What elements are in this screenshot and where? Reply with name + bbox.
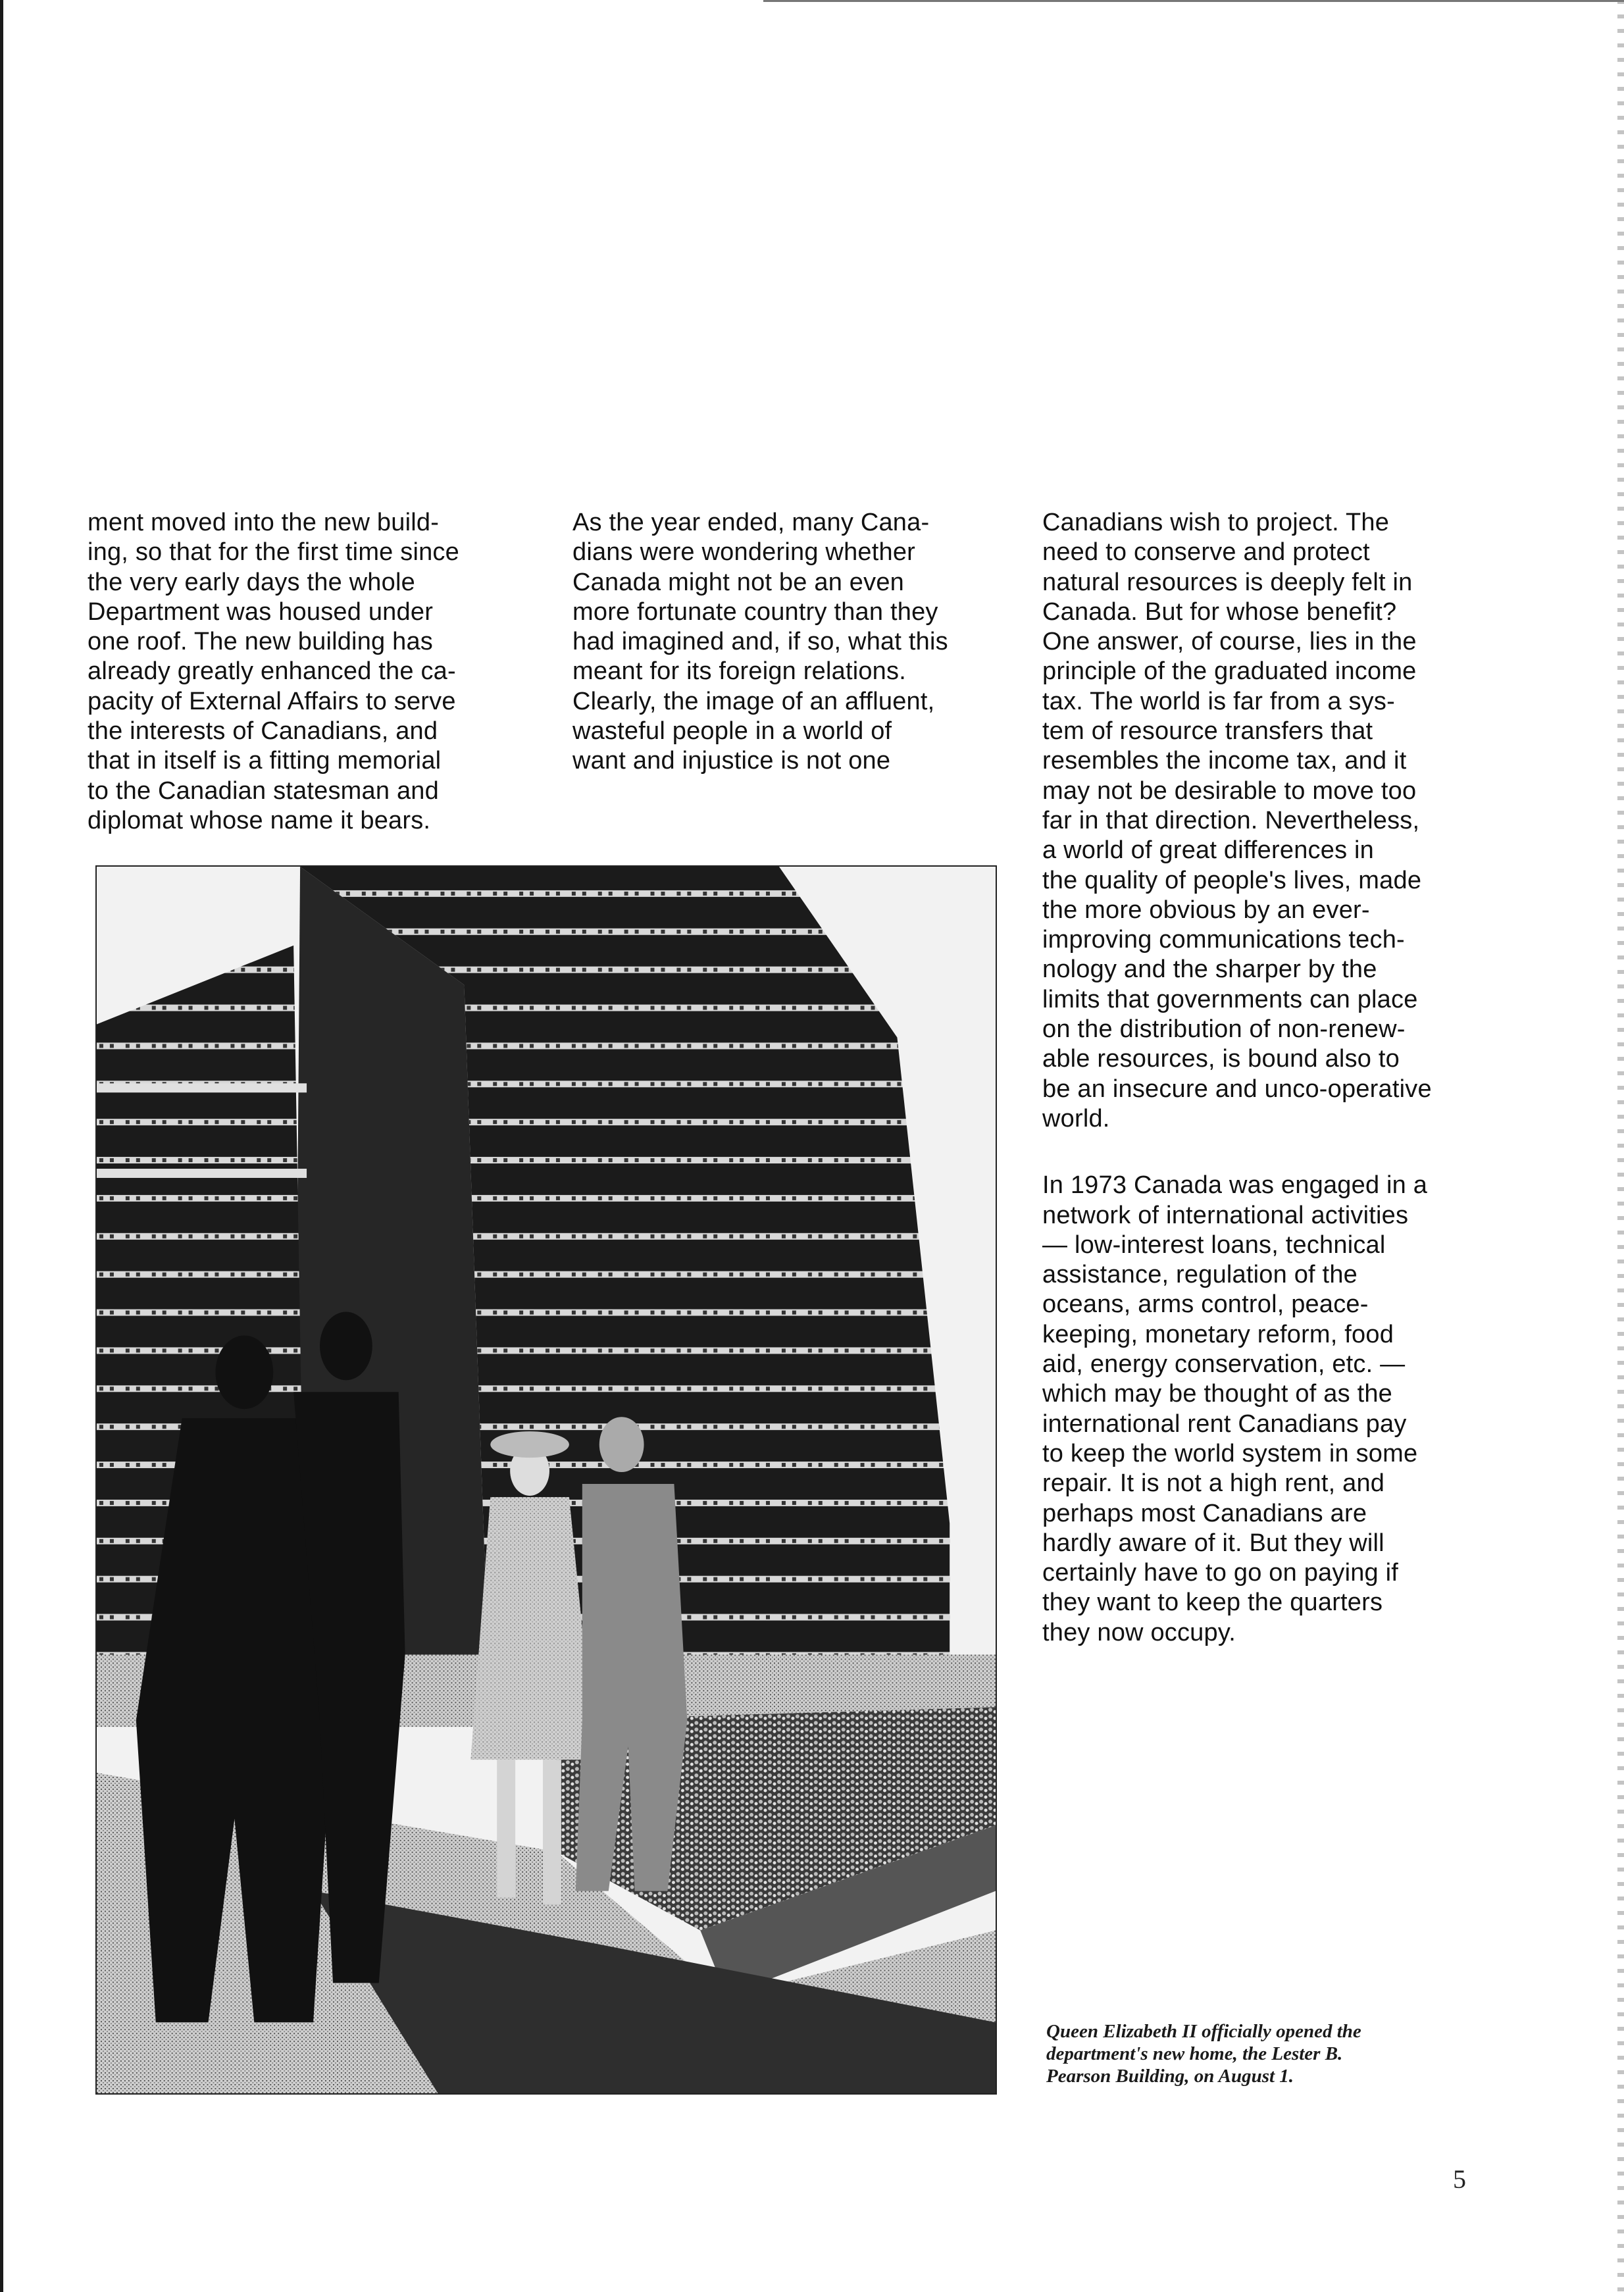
text-column-1 — [88, 508, 528, 836]
text-column-3 — [1042, 508, 1503, 1648]
column-3-paragraph-2: In 1973 Canada was engaged in a network of international activities — low-interest loans, technical assistance, regulation of the oceans, arms control, peace- keeping, monetary reform, food aid, energy conservation, etc. — which may be thought of as the international rent Canadians pay to keep the world system in some repair. It is not a high rent, and perhaps most Canadians are hardly aware of it. But they will certainly have to go on paying if they want to keep the quarters they now occupy. — [1042, 1171, 1428, 1646]
pearson-building-photo — [95, 865, 997, 2095]
top-rule — [763, 0, 1624, 2]
column-3-paragraph-1: Canadians wish to project. The need to conserve and protect natural resources is deeply felt in Canada. But for whose benefit? One answer, of course, lies in the principle of the graduated income tax. The world is far from a sys- tem of resource transfers that resembles the income tax, and it may not be desirable to move too far in that direction. Nevertheless, a world of great differences in the quality of people's lives, made the more obvious by an ever- improving communications tech- nology and the sharper by the limits that governments can place on the distribution of non-renew- able resources, is bound also to be an insecure and unco-operative world. — [1042, 509, 1432, 1133]
photo-illustration — [97, 867, 996, 2093]
scan-edge-left — [0, 0, 3, 2292]
column-1-paragraph: ment moved into the new build- ing, so that for the first time since the very early days the whole Department was housed under one roof. The new building has already greatly enhanced the ca- pacity of External Affairs to serve the interests of Canadians, and that in itself is a fitting memorial to the Canadian statesman and diplomat whose name it bears. — [88, 509, 459, 834]
text-column-2 — [572, 508, 1020, 777]
column-2-paragraph: As the year ended, many Cana- dians were wondering whether Canada might not be an even more fortunate country than they had imagined and, if so, what this meant for its foreign relations. Clearly, the image of an affluent, wasteful people in a world of want and injustice is not one — [572, 509, 948, 775]
scan-edge-right — [1617, 0, 1624, 2292]
photo-caption: Queen Elizabeth II officially opened the department's new home, the Lester B. Pearson Building, on August 1. — [1046, 2021, 1361, 2087]
page-number: 5 — [1453, 2164, 1466, 2194]
